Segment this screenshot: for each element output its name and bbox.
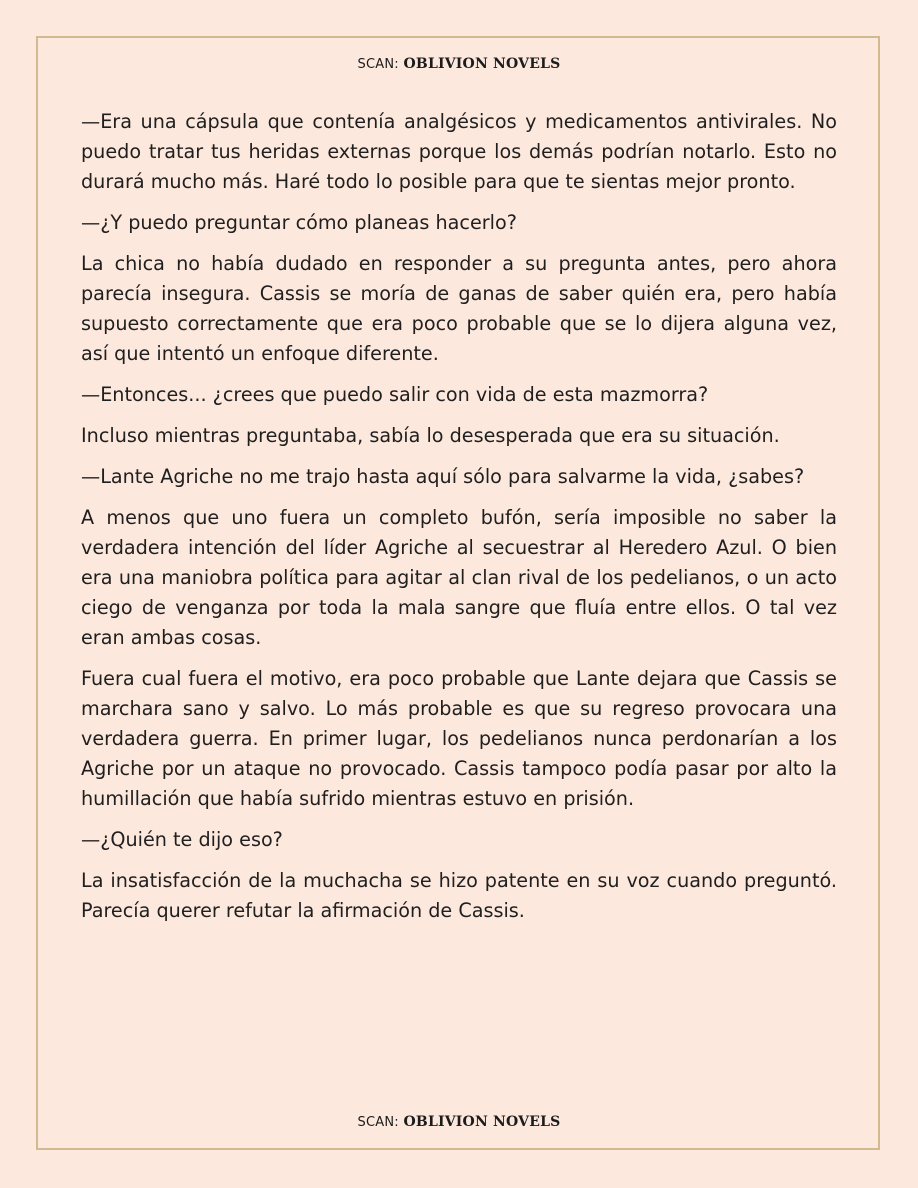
scan-prefix: SCAN: — [357, 57, 399, 72]
paragraph: —¿Y puedo preguntar cómo planeas hacerlo? — [81, 211, 517, 234]
scan-prefix: SCAN: — [357, 1115, 399, 1130]
scan-group-name: OBLIVION NOVELS — [403, 56, 561, 72]
paragraph: —Lante Agriche no me trajo hasta aquí sólo para salvarme la vida, ¿sabes? — [81, 465, 805, 488]
paragraph: A menos que uno fuera un completo bufón, sería imposible no saber la verdadera intención del líder Agriche al secuestrar al Heredero Azul. O bien era una maniobra política para agitar al clan rival de los pedelianos, o un acto ciego de venganza por toda la mala sangre que fluía entre ellos. O tal vez eran ambas cosas. — [81, 506, 837, 649]
paragraph: Fuera cual fuera el motivo, era poco probable que Lante dejara que Cassis se marchara sano y salvo. Lo más probable es que su regreso provocara una verdadera guerra. En primer lugar, los pedelianos nunca perdonarían a los Agriche por un ataque no provocado. Cassis tampoco podía pasar por alto la humillación que había sufrido mientras estuvo en prisión. — [81, 667, 837, 810]
page-footer — [0, 1114, 918, 1130]
paragraph: —¿Quién te dijo eso? — [81, 828, 283, 851]
paragraph: Incluso mientras preguntaba, sabía lo desesperada que era su situación. — [81, 424, 780, 447]
paragraph: La chica no había dudado en responder a su pregunta antes, pero ahora parecía insegura. Cassis se moría de ganas de saber quién era, pero había supuesto correctamente que era poco probable que se lo dijera alguna vez, así que intentó un enfoque diferente. — [81, 252, 837, 365]
paragraph: —Era una cápsula que contenía analgésicos y medicamentos antivirales. No puedo tratar tus heridas externas porque los demás podrían notarlo. Esto no durará mucho más. Haré todo lo posible para que te sientas mejor pronto. — [81, 110, 837, 193]
scan-group-name: OBLIVION NOVELS — [403, 1114, 561, 1130]
page-header — [0, 56, 918, 72]
paragraph: La insatisfacción de la muchacha se hizo patente en su voz cuando preguntó. Parecía querer refutar la afirmación de Cassis. — [81, 869, 837, 922]
paragraph: —Entonces... ¿crees que puedo salir con vida de esta mazmorra? — [81, 383, 709, 406]
novel-text — [81, 107, 837, 937]
